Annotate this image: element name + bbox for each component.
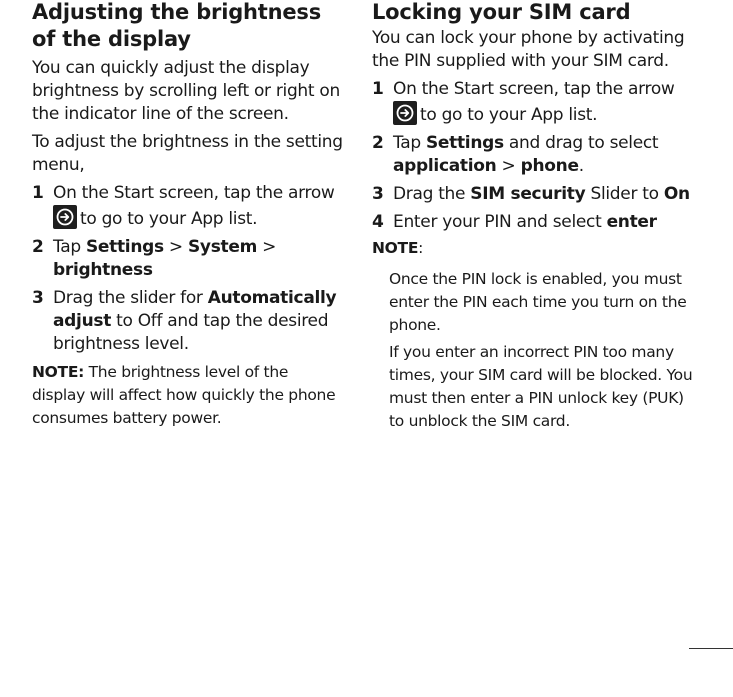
- step-text-cont: and drag to select: [503, 133, 659, 153]
- sim-lock-steps: [372, 78, 702, 234]
- brightness-intro: You can quickly adjust the display brightness by scrolling left or right on the indicator line of the screen.: [32, 58, 340, 124]
- note-text: The brightness level of the display will affect how quickly the phone consumes battery power.: [32, 363, 336, 427]
- period: .: [578, 156, 584, 176]
- step-text: Drag the: [393, 184, 471, 204]
- enter-label: enter: [606, 212, 657, 232]
- note-colon: :: [418, 239, 424, 257]
- phone-label: phone: [520, 156, 579, 176]
- separator: >: [163, 237, 188, 257]
- step-number: 2: [32, 237, 44, 257]
- sim-note-label-line: [372, 237, 702, 260]
- arrow-circle-right-icon: [393, 101, 417, 125]
- step-text-cont: to go to your App list.: [80, 209, 258, 229]
- note-label: NOTE:: [32, 363, 85, 381]
- brightness-step-2: [32, 236, 344, 282]
- step-number: 1: [32, 183, 44, 203]
- step-text: Enter your PIN and select: [393, 212, 607, 232]
- brightness-step-3: [32, 287, 344, 356]
- step-number: 1: [372, 79, 384, 99]
- settings-label: Settings: [85, 237, 164, 257]
- brightness-intro-2: To adjust the brightness in the setting menu,: [32, 132, 343, 175]
- footer-rule: [689, 648, 733, 649]
- step-number: 3: [372, 184, 384, 204]
- right-column: [372, 0, 702, 433]
- brightness-step-1: [32, 182, 344, 231]
- automatically-adjust-label: Automatically adjust: [53, 288, 337, 331]
- step-text: Tap: [393, 133, 426, 153]
- brightness-steps: [32, 182, 344, 356]
- note-label: NOTE: [372, 239, 419, 257]
- step-text-cont: to Off and tap the desired brightness level.: [53, 311, 329, 354]
- sim-security-label: SIM security: [470, 184, 586, 204]
- settings-label: Settings: [425, 133, 504, 153]
- application-label: application: [393, 156, 497, 176]
- step-number: 4: [372, 212, 384, 232]
- section-heading-brightness: Adjusting the brightness of the display: [32, 0, 322, 51]
- step-number: 2: [372, 133, 384, 153]
- separator: >: [496, 156, 521, 176]
- arrow-circle-right-icon: [53, 205, 77, 229]
- sim-step-2: [372, 132, 702, 178]
- sim-lock-intro: You can lock your phone by activating the PIN supplied with your SIM card.: [372, 28, 685, 71]
- system-label: System: [187, 237, 257, 257]
- step-text: Drag the slider for: [53, 288, 208, 308]
- sim-step-4: [372, 211, 702, 234]
- section-heading-sim-lock: Locking your SIM card: [372, 0, 631, 24]
- sim-step-1: [372, 78, 702, 127]
- step-number: 3: [32, 288, 44, 308]
- on-label: On: [663, 184, 690, 204]
- step-text-cont: to go to your App list.: [420, 105, 598, 125]
- brightness-label: brightness: [53, 260, 153, 280]
- step-text: On the Start screen, tap the arrow: [393, 79, 675, 99]
- sim-step-3: [372, 183, 702, 206]
- separator: >: [257, 237, 277, 257]
- sim-note-paragraph-2: If you enter an incorrect PIN too many times, your SIM card will be blocked. You must then enter a PIN unlock key (PUK) to unblock the SIM card.: [389, 343, 693, 430]
- sim-note-paragraph-1: Once the PIN lock is enabled, you must enter the PIN each time you turn on the phone.: [389, 270, 687, 334]
- step-text: Tap: [53, 237, 86, 257]
- brightness-note: [32, 361, 344, 430]
- step-text-cont: Slider to: [585, 184, 664, 204]
- step-text: On the Start screen, tap the arrow: [53, 183, 335, 203]
- left-column: [32, 0, 344, 430]
